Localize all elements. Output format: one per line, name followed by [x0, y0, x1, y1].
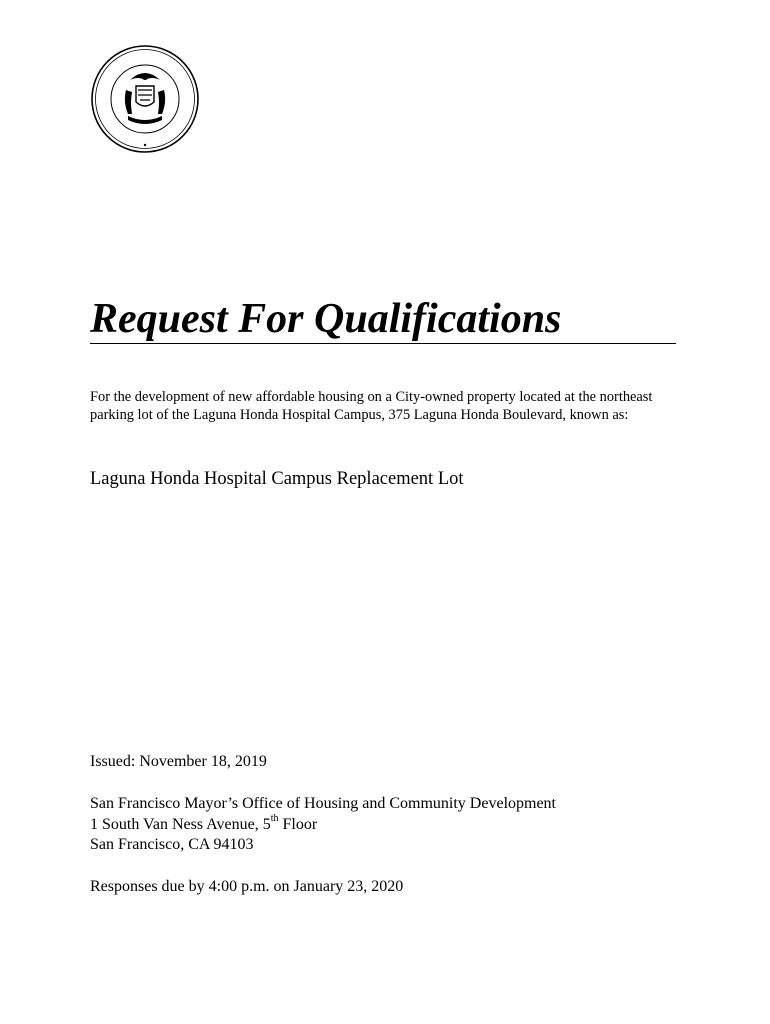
office-address-block [90, 794, 556, 856]
intro-paragraph: For the development of new affordable housing on a City-owned property located at the northeast parking lot of the Laguna Honda Hospital Campus, 375 Laguna Honda Boulevard, known as: [90, 389, 653, 423]
document-title: Request For Qualifications [90, 295, 676, 344]
city-seal-logo [90, 44, 200, 154]
address-street [90, 815, 556, 836]
address-floor-suffix: th [270, 813, 279, 825]
office-name: San Francisco Mayor’s Office of Housing and Community Development [90, 795, 556, 812]
responses-due: Responses due by 4:00 p.m. on January 23, 2020 [90, 878, 404, 895]
seal-icon [90, 44, 200, 154]
address-street-text: 1 South Van Ness Avenue, 5 [90, 815, 271, 833]
address-floor-text: Floor [278, 815, 318, 833]
address-city: San Francisco, CA 94103 [90, 836, 254, 853]
project-name: Laguna Honda Hospital Campus Replacement Lot [90, 469, 464, 489]
issued-date: Issued: November 18, 2019 [90, 753, 267, 770]
